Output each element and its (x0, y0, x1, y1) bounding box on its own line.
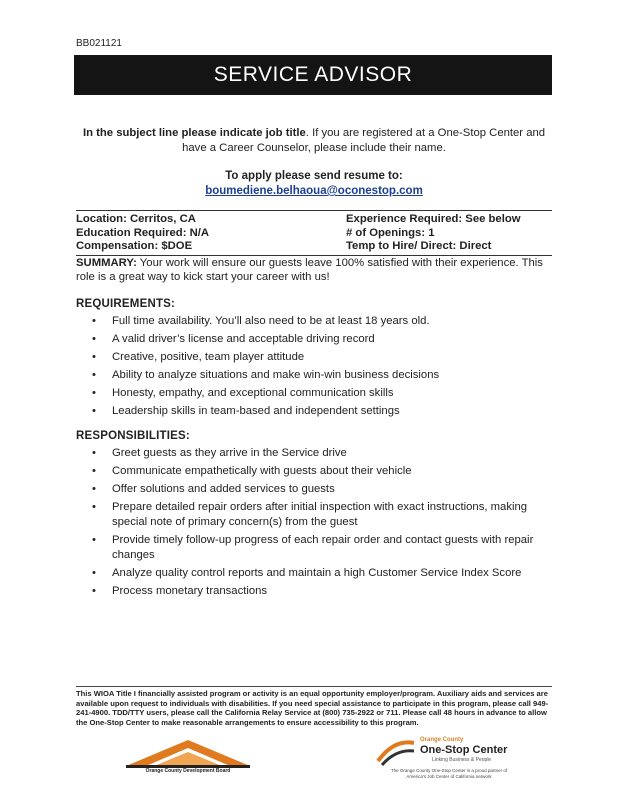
list-item: • Offer solutions and added services to guests (76, 482, 552, 497)
ocdb-logo (118, 738, 258, 778)
summary-text: Your work will ensure our guests leave 100% satisfied with their experience. This role is a great way to kick start your career with us! (76, 257, 543, 283)
resume-email-link[interactable]: boumediene.belhaoua@oconestop.com (205, 185, 423, 197)
one-stop-partner-note: The Orange County One-Stop Center is a proud partner of America's Job Center of California network (390, 768, 508, 779)
document-id: BB021121 (76, 38, 122, 49)
education-required: Education Required: N/A (76, 226, 210, 239)
list-item: • Provide timely follow-up progress of each repair order and contact guests with repair changes (76, 533, 552, 563)
list-item: • Creative, positive, team player attitude (76, 350, 552, 365)
temp-to-hire: Temp to Hire/ Direct: Direct (346, 240, 492, 252)
intro-rest: . If you are registered at a One-Stop Center and have a Career Counselor, please include their name. (182, 127, 546, 154)
experience-required: Experience Required: See below (346, 213, 521, 225)
list-item: • Honesty, empathy, and exceptional communication skills (76, 386, 552, 401)
requirements-list (76, 314, 552, 419)
compensation: Compensation: $DOE (76, 240, 193, 252)
info-right-column (346, 213, 521, 254)
list-item: • Full time availability. You’ll also need to be at least 18 years old. (76, 314, 552, 329)
apply-label: To apply please send resume to: (225, 170, 403, 182)
requirements-heading: REQUIREMENTS: (76, 298, 176, 310)
summary-label: SUMMARY: (76, 257, 137, 269)
responsibilities-list (76, 446, 552, 599)
list-item: • A valid driver’s license and acceptable driving record (76, 332, 552, 347)
eeo-disclaimer: This WIOA Title I financially assisted program or activity is an equal opportunity employer/program. Auxiliary aids and services are available upon request to individuals with disabilities. If you need special assistance to participate in this program, please call 949-241-4900. TDD/TTY users, please call the California Relay Service at (800) 735-2922 or 711. Please call 48 hours in advance to allow the One-Stop Center to make reasonable arrangements to ensure accessibility to this program. (76, 686, 552, 727)
info-left-column (76, 213, 209, 254)
one-stop-region: Orange County (420, 737, 464, 743)
summary (76, 256, 552, 284)
title-banner (74, 55, 552, 95)
responsibilities-section (76, 430, 552, 602)
requirements-section (76, 298, 552, 422)
list-item: • Leadership skills in team-based and independent settings (76, 404, 552, 419)
one-stop-swoosh-icon (374, 737, 418, 767)
apply-block (76, 169, 552, 199)
one-stop-tagline: Linking Business & People (432, 757, 492, 763)
list-item: • Communicate empathetically with guests about their vehicle (76, 464, 552, 479)
list-item: • Prepare detailed repair orders after initial inspection with exact instructions, making special note of primary concern(s) from the guest (76, 500, 552, 530)
list-item: • Greet guests as they arrive in the Service drive (76, 446, 552, 461)
intro-instructions (76, 126, 552, 156)
list-item: • Analyze quality control reports and maintain a high Customer Service Index Score (76, 566, 552, 581)
ocdb-logo-text: Orange County Development Board (145, 768, 231, 774)
location: Location: Cerritos, CA (76, 213, 196, 225)
list-item: • Process monetary transactions (76, 584, 552, 599)
number-of-openings: # of Openings: 1 (346, 226, 435, 239)
one-stop-center-logo (374, 735, 514, 785)
job-title: SERVICE ADVISOR (213, 63, 413, 86)
one-stop-name: One-Stop Center (420, 744, 508, 756)
responsibilities-heading: RESPONSIBILITIES: (76, 430, 190, 442)
ocdb-roof-icon (118, 738, 258, 768)
job-info-box (76, 210, 552, 256)
intro-bold: In the subject line please indicate job title (82, 127, 306, 139)
list-item: • Ability to analyze situations and make win-win business decisions (76, 368, 552, 383)
